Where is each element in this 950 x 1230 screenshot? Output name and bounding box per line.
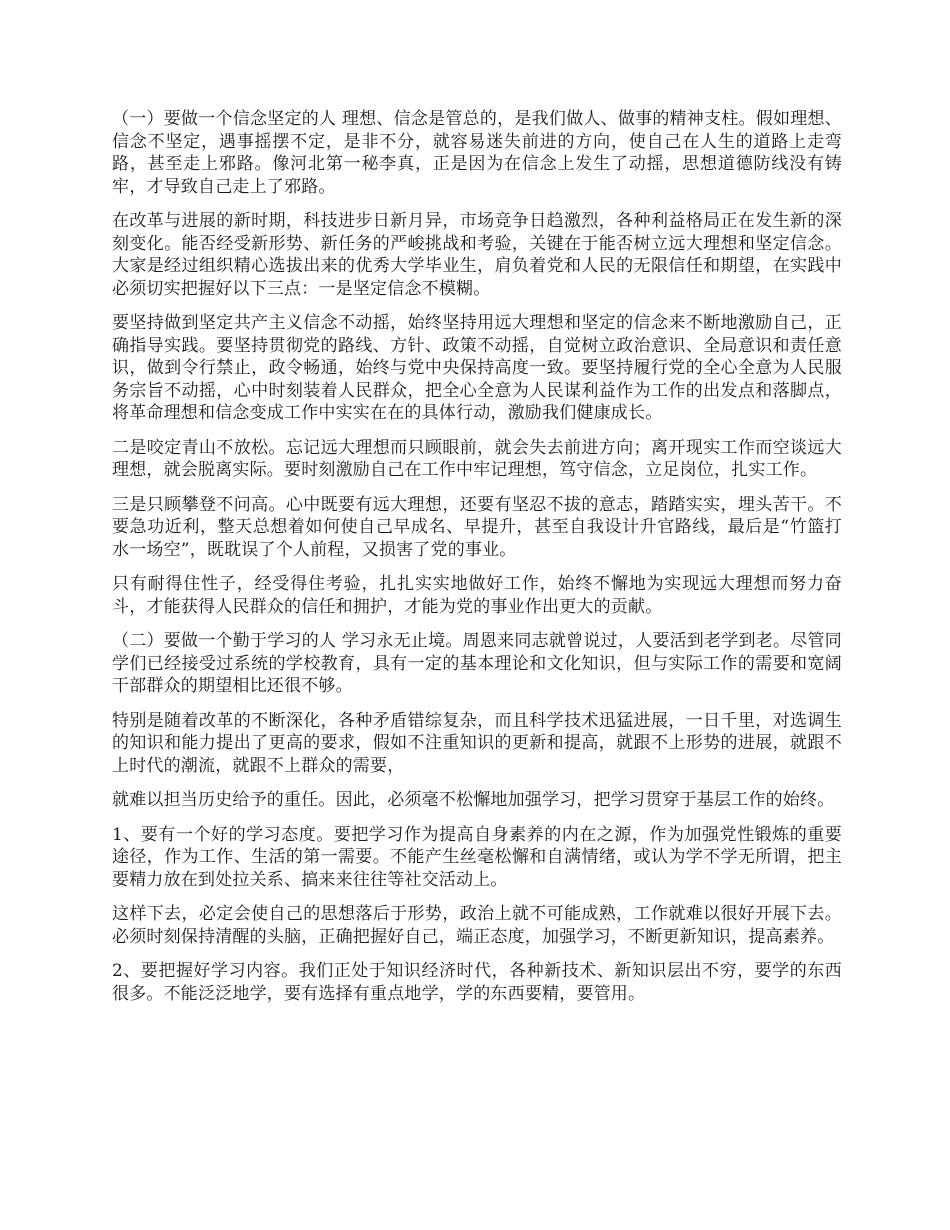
paragraph-12: 2、要把握好学习内容。我们正处于知识经济时代，各种新技术、新知识层出不穷，要学的东西很多。不能泛泛地学，要有选择有重点地学，学的东西要精，要管用。	[112, 961, 842, 1004]
paragraph-4: 二是咬定青山不放松。忘记远大理想而只顾眼前，就会失去前进方向；离开现实工作而空谈远大理想，就会脱离实际。要时刻激励自己在工作中牢记理想，笃守信念，立足岗位，扎实工作。	[112, 437, 842, 480]
paragraph-1: （一）要做一个信念坚定的人 理想、信念是管总的，是我们做人、做事的精神支柱。假如理想、信念不坚定，遇事摇摆不定，是非不分，就容易迷失前进的方向，使自己在人生的道路上走弯路，甚至走上邪路。像河北第一秘李真，正是因为在信念上发生了动摇，思想道德防线没有铸牢，才导致自己走上了邪路。	[112, 109, 842, 197]
paragraph-6: 只有耐得住性子，经受得住考验，扎扎实实地做好工作，始终不懈地为实现远大理想而努力奋斗，才能获得人民群众的信任和拥护，才能为党的事业作出更大的贡献。	[112, 574, 842, 617]
paragraph-2: 在改革与进展的新时期，科技进步日新月异，市场竞争日趋激烈，各种利益格局正在发生新的深刻变化。能否经受新形势、新任务的严峻挑战和考验，关键在于能否树立远大理想和坚定信念。大家是经过组织精心选拔出来的优秀大学毕业生，肩负着党和人民的无限信任和期望，在实践中必须切实把握好以下三点：一是坚定信念不模糊。	[112, 211, 842, 299]
paragraph-11: 这样下去，必定会使自己的思想落后于形势，政治上就不可能成熟，工作就难以很好开展下去。必须时刻保持清醒的头脑，正确把握好自己，端正态度，加强学习，不断更新知识，提高素养。	[112, 904, 842, 947]
paragraph-3: 要坚持做到坚定共产主义信念不动摇，始终坚持用远大理想和坚定的信念来不断地激励自己，正确指导实践。要坚持贯彻党的路线、方针、政策不动摇，自觉树立政治意识、全局意识和责任意识，做到令行禁止，政令畅通，始终与党中央保持高度一致。要坚持履行党的全心全意为人民服务宗旨不动摇，心中时刻装着人民群众，把全心全意为人民谋利益作为工作的出发点和落脚点，将革命理想和信念变成工作中实实在在的具体行动，激励我们健康成长。	[112, 313, 842, 423]
paragraph-8: 特别是随着改革的不断深化，各种矛盾错综复杂，而且科学技术迅猛进展，一日千里，对选调生的知识和能力提出了更高的要求，假如不注重知识的更新和提高，就跟不上形势的进展，就跟不上时代的潮流，就跟不上群众的需要，	[112, 710, 842, 776]
paragraph-10: 1、要有一个好的学习态度。要把学习作为提高自身素养的内在之源，作为加强党性锻炼的重要途径，作为工作、生活的第一需要。不能产生丝毫松懈和自满情绪，或认为学不学无所谓，把主要精力放在到处拉关系、搞来来往往等社交活动上。	[112, 824, 842, 890]
paragraph-5: 三是只顾攀登不问高。心中既要有远大理想，还要有坚忍不拔的意志，踏踏实实，埋头苦干。不要急功近利，整天总想着如何使自己早成名、早提升，甚至自我设计升官路线，最后是“竹篮打水一场空”，既耽误了个人前程，又损害了党的事业。	[112, 494, 842, 560]
paragraph-9: 就难以担当历史给予的重任。因此，必须毫不松懈地加强学习，把学习贯穿于基层工作的始终。	[112, 790, 835, 810]
paragraph-7: （二）要做一个勤于学习的人 学习永无止境。周恩来同志就曾说过，人要活到老学到老。尽管同学们已经接受过系统的学校教育，具有一定的基本理论和文化知识，但与实际工作的需要和宽阔干部群众的期望相比还很不够。	[112, 631, 842, 696]
document-body	[112, 108, 842, 1017]
